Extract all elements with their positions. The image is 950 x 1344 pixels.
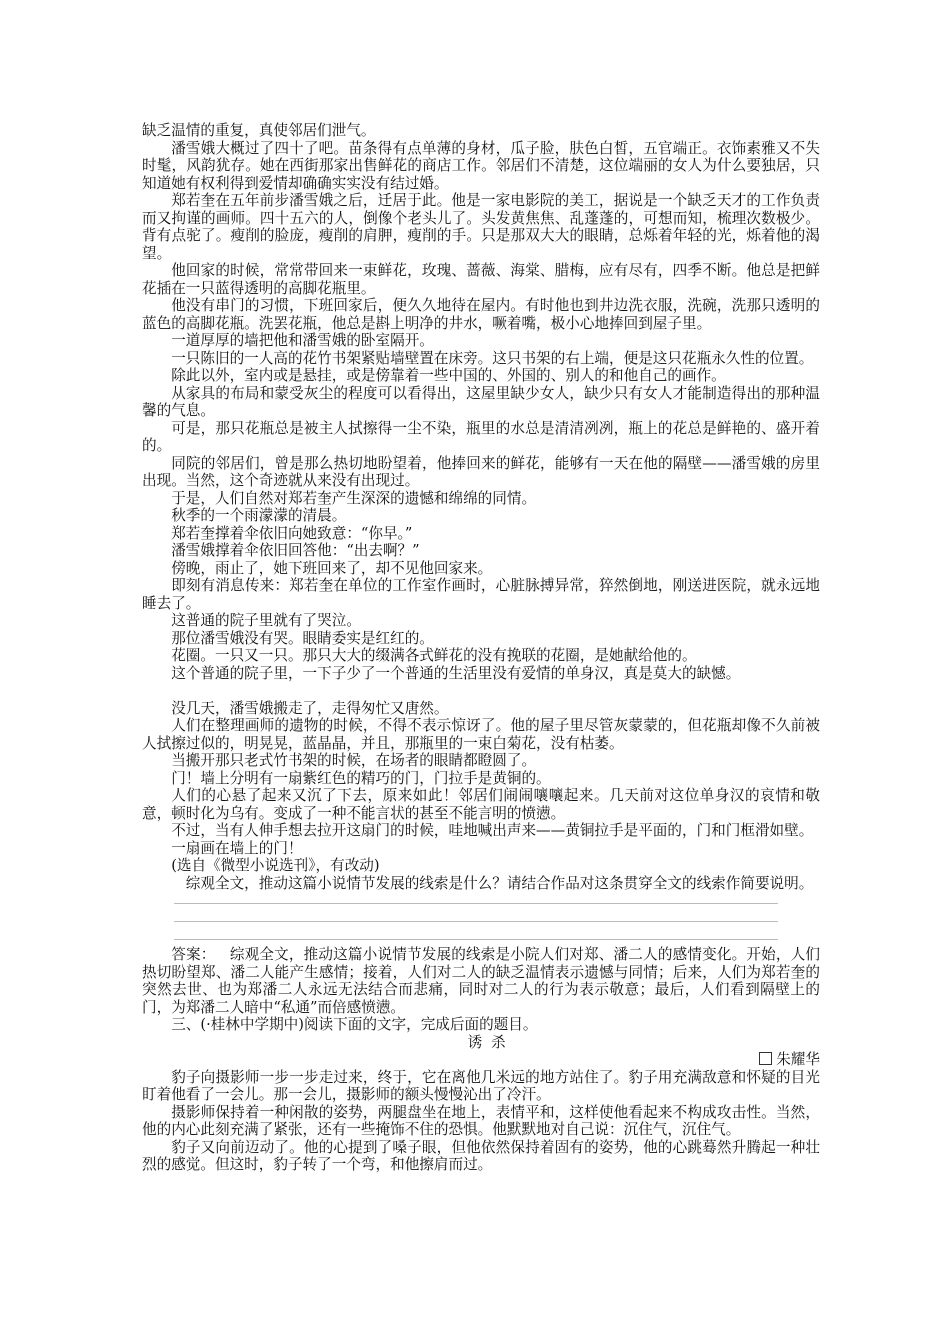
story-paragraph: 一只陈旧的一人高的花竹书架紧贴墙壁置在床旁。这只书架的右上端，便是这只花瓶永久性的位置。: [171, 349, 814, 367]
story-paragraph: 从家具的布局和蒙受灰尘的程度可以看得出，这屋里缺少女人，缺少只有女人才能制造得出的那种温馨的气息。: [142, 384, 820, 419]
story-paragraph: 潘雪娥撑着伞依旧回答他：“出去啊？”: [171, 542, 420, 559]
story-paragraph: 潘雪娥大概过了四十了吧。苗条得有点单薄的身材，瓜子脸，肤色白皙，五官端正。衣饰素雅又不失时髦，风韵犹存。她在西街那家出售鲜花的商店工作。邻居们不清楚，这位端丽的女人为什么要独居，只知道她有权利得到爱情却确确实实没有结过婚。: [142, 139, 820, 192]
checkbox-icon: [759, 1052, 772, 1065]
story-paragraph: 人们的心悬了起来又沉了下去，原来如此！邻居们闹闹嚷嚷起来。几天前对这位单身汉的哀情和敬意，顿时化为乌有。变成了一种不能言状的甚至不能言明的愤懑。: [142, 787, 820, 822]
story-paragraph: 这普通的院子里就有了哭泣。: [171, 612, 361, 629]
story-paragraph: 豹子又向前迈动了。他的心提到了嗓子眼，但他依然保持着固有的姿势，他的心跳蓦然升腾起一种壮烈的感觉。但这时，豹子转了一个弯，和他擦肩而过。: [142, 1138, 820, 1173]
question-text: 综观全文，推动这篇小说情节发展的线索是什么？请结合作品对这条贯穿全文的线索作简要说明。: [185, 874, 814, 892]
answer-label: 答案：: [171, 946, 216, 963]
story-paragraph: 他没有串门的习惯，下班回家后，便久久地待在屋内。有时他也到井边洗衣服，洗碗，洗那只透明的蓝色的高脚花瓶。洗罢花瓶，他总是斟上明净的井水，噘着嘴，极小心地捧回到屋子里。: [142, 297, 820, 332]
document-page: [142, 122, 820, 1174]
story-paragraph: 人们在整理画师的遗物的时候，不得不表示惊讶了。他的屋子里尽管灰蒙蒙的，但花瓶却像不久前被人拭擦过似的，明晃晃，蓝晶晶，并且，那瓶里的一束白菊花，没有枯萎。: [142, 717, 820, 752]
answer-line[interactable]: [174, 910, 778, 922]
story-paragraph: 不过，当有人伸手想去拉开这扇门的时候，哇地喊出声来——黄铜拉手是平面的，门和门框滑如壁。: [171, 822, 814, 839]
story-paragraph: 傍晚，雨止了，她下班回来了，却不见他回家来。: [171, 559, 493, 577]
answer-paragraph: [142, 946, 820, 1016]
paragraph-gap: [142, 682, 820, 700]
story-paragraph: 可是，那只花瓶总是被主人拭擦得一尘不染，瓶里的水总是清清冽冽，瓶上的花总是鲜艳的、盛开着的。: [142, 419, 820, 454]
story-paragraph: 豹子向摄影师一步一步走过来，终于，它在离他几米远的地方站住了。豹子用充满敌意和怀疑的目光盯着他看了一会儿。那一会儿，摄影师的额头慢慢沁出了冷汗。: [142, 1068, 820, 1103]
author-name: 朱耀华: [776, 1051, 820, 1068]
answer-line[interactable]: [174, 892, 778, 904]
story-paragraph: 郑若奎撑着伞依旧向她致意：“你早。”: [171, 524, 413, 542]
source-citation: (选自《微型小说选刊》，有改动): [171, 857, 380, 874]
answer-line[interactable]: [174, 928, 778, 940]
story-paragraph: 这个普通的院子里，一下子少了一个普通的生活里没有爱情的单身汉，真是莫大的缺憾。: [171, 664, 741, 682]
story-paragraph: 门！墙上分明有一扇紫红色的精巧的门，门拉手是黄铜的。: [171, 769, 551, 787]
story-paragraph: 一道厚厚的墙把他和潘雪娥的卧室隔开。: [171, 332, 434, 349]
story-paragraph: 一扇画在墙上的门！: [171, 839, 303, 857]
story-paragraph: 郑若奎在五年前步潘雪娥之后，迁居于此。他是一家电影院的美工，据说是一个缺乏天才的工作负责而又拘谨的画师。四十五六的人，倒像个老头儿了。头发黄焦焦、乱蓬蓬的，可想而知，梳理次数极少。背有点驼了。瘦削的脸庞，瘦削的肩胛，瘦削的手。只是那双大大的眼睛，总烁着年轻的光，烁着他的渴望。: [142, 192, 820, 262]
story-paragraph: 当搬开那只老式竹书架的时候，在场者的眼睛都瞪圆了。: [171, 752, 537, 769]
section-heading: 三、(·桂林中学期中)阅读下面的文字，完成后面的题目。: [171, 1016, 538, 1033]
story-paragraph: 没几天，潘雪娥搬走了，走得匆忙又唐然。: [171, 699, 449, 717]
story-paragraph: 那位潘雪娥没有哭。眼睛委实是红红的。: [171, 629, 434, 647]
answer-text: 综观全文，推动这篇小说情节发展的线索是小院人们对郑、潘二人的感情变化。开始，人们热切盼望郑、潘二人能产生感情；接着，人们对二人的缺乏温情表示遗憾与同情；后来，人们为郑若奎的突然去世、也为郑潘二人永远无法结合而悲痛，同时对二人的行为表示敬意；最后，人们看到隔壁上的门，为郑潘二人暗中“私通”而倍感愤懑。: [142, 946, 820, 1016]
story-paragraph: 他回家的时候，常常带回来一束鲜花，玫瑰、蔷薇、海棠、腊梅，应有尽有，四季不断。他总是把鲜花插在一只蓝得透明的高脚花瓶里。: [142, 262, 820, 297]
story-paragraph: 摄影师保持着一种闲散的姿势，两腿盘坐在地上，表情平和，这样使他看起来不构成攻击性。当然，他的内心此刻充满了紧张，还有一些掩饰不住的恐惧。他默默地对自己说：沉住气，沉住气。: [142, 1103, 820, 1138]
story-paragraph: 除此以外，室内或是悬挂，或是傍靠着一些中国的、外国的、别人的和他自己的画作。: [171, 367, 726, 384]
author-line: [142, 1051, 820, 1069]
story-paragraph: 即刻有消息传来：郑若奎在单位的工作室作画时，心脏脉搏异常，猝然倒地，刚送进医院，就永远地睡去了。: [142, 577, 820, 612]
story-paragraph: 花圈。一只又一只。那只大大的缀满各式鲜花的没有挽联的花圈，是她献给他的。: [171, 647, 697, 664]
story-paragraph: 于是，人们自然对郑若奎产生深深的遗憾和绵绵的同情。: [171, 489, 537, 507]
story-paragraph: 缺乏温情的重复，真使邻居们泄气。: [142, 122, 376, 139]
story-title: 诱杀: [467, 1033, 515, 1051]
story-paragraph: 秋季的一个雨濛濛的清晨。: [171, 507, 347, 524]
story-paragraph: 同院的邻居们，曾是那么热切地盼望着，他捧回来的鲜花，能够有一天在他的隔壁——潘雪娥的房里出现。当然，这个奇迹就从来没有出现过。: [142, 454, 820, 489]
